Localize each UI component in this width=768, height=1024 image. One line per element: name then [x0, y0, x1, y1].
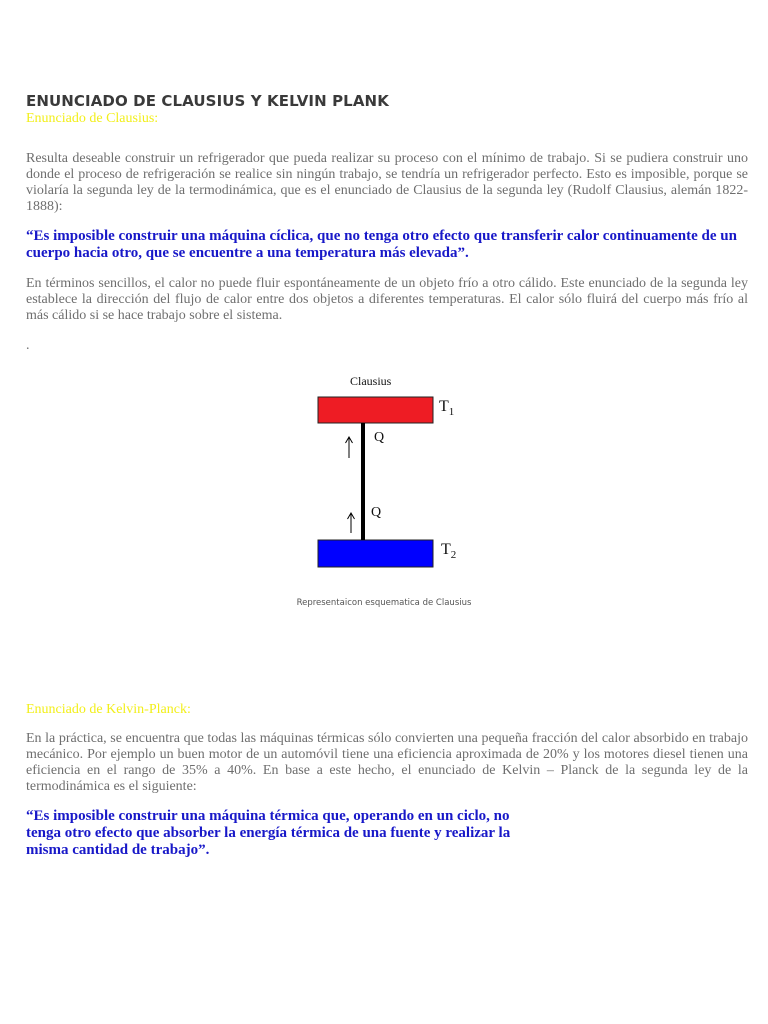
kelvin-section [26, 702, 748, 859]
clausius-diagram [300, 370, 470, 580]
clausius-quote: “Es imposible construir una máquina cíclica, que no tenga otro efecto que transferir calor continuamente de un cuerpo hacia otro, que se encuentre a una temperatura más elevada”. [26, 228, 737, 261]
separator-dot: . [26, 338, 30, 353]
kelvin-subheading: Enunciado de Kelvin-Planck: [26, 702, 191, 717]
page-title: ENUNCIADO DE CLAUSIUS Y KELVIN PLANK [26, 92, 389, 110]
document-body [26, 92, 748, 354]
clausius-paragraph-1: Resulta deseable construir un refrigerador que pueda realizar su proceso con el mínimo de trabajo. Si se pudiera construir uno donde el proceso de refrigeración se realice sin ningún trabajo, se tendría un refrigerador perfecto. Esto es imposible, porque se violaría la segunda ley de la termodinámica, que es el enunciado de Clausius de la segunda ley (Rudolf Clausius, alemán 1822-1888): [26, 151, 748, 214]
kelvin-quote: “Es imposible construir una máquina térmica que, operando en un ciclo, no tenga otro efecto que absorber la energía térmica de una fuente y realizar la misma cantidad de trabajo”. [26, 808, 511, 858]
q-label-bottom: Q [371, 505, 382, 520]
cold-reservoir [318, 540, 433, 567]
kelvin-paragraph-1: En la práctica, se encuentra que todas las máquinas térmicas sólo convierten una pequeña fracción del calor absorbido en trabajo mecánico. Por ejemplo un buen motor de un automóvil tiene una eficiencia aproximada de 20% y los motores diesel tienen una eficiencia en el rango de 35% a 40%. En base a este hecho, el enunciado de Kelvin – Planck de la segunda ley de la termodinámica es el siguiente: [26, 731, 748, 794]
diagram-caption: Representaicon esquematica de Clausius [296, 598, 472, 608]
t2-label: $T_2$ [441, 541, 457, 562]
diagram-label: Clausius [350, 374, 392, 388]
arrow-up-icon-top [346, 437, 353, 458]
q-label-top: Q [374, 430, 385, 445]
arrow-up-icon-bottom [348, 513, 355, 533]
t1-label: $T_1$ [439, 398, 455, 419]
clausius-subheading: Enunciado de Clausius: [26, 111, 159, 126]
clausius-paragraph-2: En términos sencillos, el calor no puede fluir espontáneamente de un objeto frío a otro cálido. Este enunciado de la segunda ley establece la dirección del flujo de calor entre dos objetos a diferentes temperaturas. El calor sólo fluirá del cuerpo más frío al más cálido si se hace trabajo sobre el sistema. [26, 276, 748, 323]
hot-reservoir [318, 397, 433, 423]
